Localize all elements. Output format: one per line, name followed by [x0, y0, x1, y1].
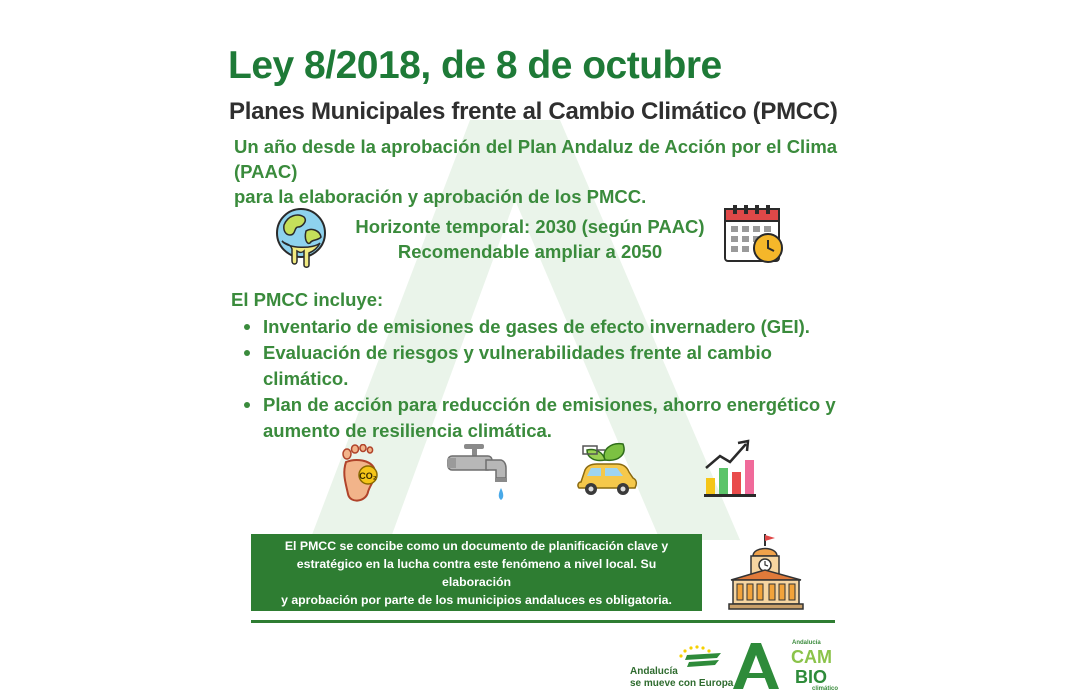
list-item: Inventario de emisiones de gases de efecto invernadero (GEI). — [241, 314, 841, 340]
includes-title: El PMCC incluye: — [231, 289, 384, 310]
town-hall-icon — [727, 532, 807, 612]
intro-line: para la elaboración y aprobación de los PMCC. — [234, 186, 647, 207]
page-subtitle: Planes Municipales frente al Cambio Climático (PMCC) — [229, 98, 838, 125]
electric-car-icon — [575, 440, 639, 500]
calendar-clock-icon — [722, 203, 786, 265]
melting-earth-icon — [274, 205, 328, 269]
eu-line: Andalucía — [630, 666, 678, 677]
includes-list — [241, 314, 841, 444]
eu-line: se mueve con Europa — [630, 678, 734, 689]
horizon-line: Horizonte temporal: 2030 (según PAAC) — [355, 216, 705, 237]
cambio-logo-cam: CAM — [791, 647, 832, 667]
co2-footprint-icon — [340, 444, 384, 506]
footer-divider — [251, 620, 835, 623]
cambio-logo-bio: BIO — [795, 667, 828, 687]
horizon-text — [330, 214, 730, 264]
intro-line: Un año desde la aprobación del Plan Andaluz de Acción por el Clima (PAAC) — [234, 136, 838, 182]
summary-box — [251, 534, 702, 611]
eu-slogan — [630, 666, 733, 690]
intro-text — [234, 134, 874, 209]
junta-andalucia-logo-icon — [731, 641, 781, 691]
cambio-logo-bottom: climático — [812, 686, 839, 692]
list-item-continuation: aumento de resiliencia climática. — [263, 420, 552, 441]
list-item: Evaluación de riesgos y vulnerabilidades frente al cambio climático. — [241, 340, 841, 392]
co2-label: CO₂ — [359, 471, 377, 481]
growth-chart-icon — [702, 438, 758, 500]
summary-line: y aprobación por parte de los municipios andaluces es obligatoria. — [281, 592, 672, 607]
water-tap-icon — [446, 442, 510, 508]
page-title: Ley 8/2018, de 8 de octubre — [228, 44, 722, 87]
summary-line: El PMCC se concibe como un documento de planificación clave y — [284, 538, 669, 553]
cambio-logo-top: Andalucía — [792, 640, 821, 646]
summary-line: estratégico en la lucha contra este fenómeno a nivel local. Su elaboración — [296, 556, 657, 589]
cambio-climatico-logo-icon — [789, 646, 841, 688]
horizon-line: Recomendable ampliar a 2050 — [397, 241, 663, 262]
list-item: Plan de acción para reducción de emisiones, ahorro energético y — [241, 392, 841, 418]
